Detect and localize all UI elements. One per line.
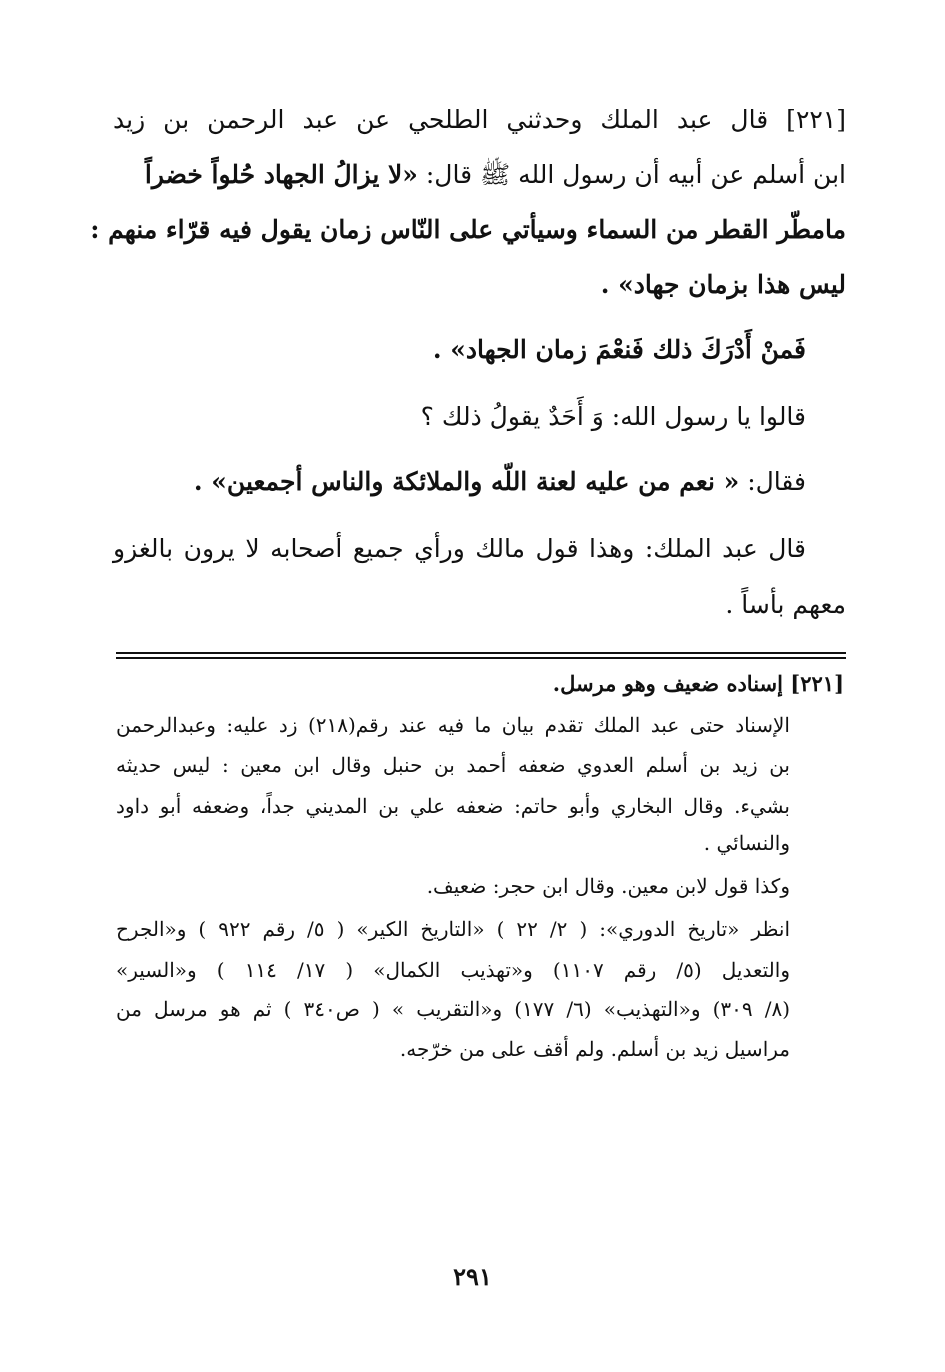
main-text-line-7-normal: فقال:: [739, 467, 806, 496]
footnote-line-6: انظر «تاريخ الدوري»: ( ٢/ ٢٢ ) «التاريخ الكير» ( ٥/ رقم ٩٢٢ ) و«الجرح: [116, 917, 790, 941]
main-text-line-2: [113, 155, 846, 195]
main-text-line-1: [٢٢١] قال عبد الملك وحدثني الطلحي عن عبد الرحمن بن زيد: [113, 105, 846, 134]
hadith-text-start: «لا يزالُ الجهاد حُلواً خضراً: [144, 160, 418, 189]
footnote-line-4: والنسائي .: [703, 831, 790, 855]
footnote-line-8: (٨/ ٣٠٩) و«التهذيب» (٦/ ١٧٧) و«التقريب » ( ص٣٤٠ ) ثم هو مرسل من: [116, 997, 791, 1021]
main-text-line-8: قال عبد الملك: وهذا قول مالك ورأي جميع أصحابه لا يرون بالغزو: [113, 534, 806, 563]
hadith-text-line-3: مامطّر القطر من السماء وسيأتي على النّاس زمان يقول فيه قرّاء منهم :: [90, 215, 846, 244]
separator-rule-top: [116, 652, 846, 654]
main-text-line-9: معهم بأساً .: [725, 590, 846, 619]
main-text-line-7: [113, 462, 806, 502]
footnote-line-9: مراسيل زيد بن أسلم. ولم أقف على من خرّجه.: [399, 1037, 790, 1061]
hadith-text-line-4: ليس هذا بزمان جهاد» .: [600, 270, 846, 299]
separator-rule-bottom: [116, 657, 846, 659]
footnote-line-5: وكذا قول لابن معين. وقال ابن حجر: ضعيف.: [426, 874, 790, 898]
page-number: ٢٩١: [453, 1262, 492, 1291]
footnote-line-7: والتعديل (٥/ رقم ١١٠٧) و«تهذيب الكمال» ( ١٧/ ١١٤ ) و«السير»: [116, 958, 790, 982]
footnote-line-2: بن زيد بن أسلم العدوي ضعفه أحمد بن حنبل وقال ابن معين : ليس حديثه: [116, 753, 790, 777]
main-text-line-6: قالوا يا رسول الله: وَ أَحَدٌ يقولُ ذلك ؟: [420, 402, 806, 431]
footnote-line-1: الإسناد حتى عبد الملك تقدم بيان ما فيه عند رقم(٢١٨) زد عليه: وعبدالرحمن: [116, 713, 790, 737]
footnote-line-3: بشيء. وقال البخاري وأبو حاتم: ضعفه علي بن المديني جداً، وضعفه أبو داود: [116, 794, 790, 818]
hadith-text-line-5: فَمنْ أَدْرَكَ ذلك فَنعْمَ زمان الجهاد» .: [432, 335, 806, 364]
main-text-line-2-normal: ابن أسلم عن أبيه أن رسول الله ﷺ قال:: [417, 160, 846, 189]
footnote-heading: [٢٢١] إسناده ضعيف وهو مرسل.: [552, 671, 844, 696]
hadith-text-end: « نعم من عليه لعنة اللّه والملائكة والناس أجمعين» .: [193, 467, 740, 496]
